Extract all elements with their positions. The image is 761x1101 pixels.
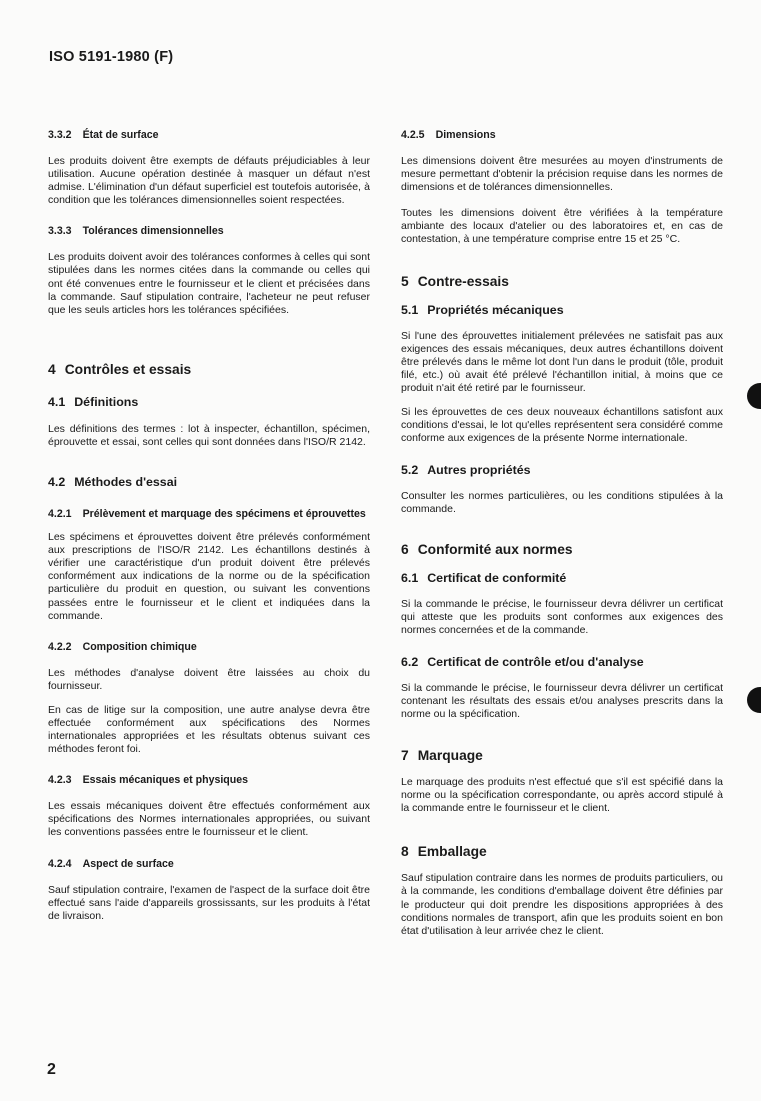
section-4-2-2-text-2: En cas de litige sur la composition, une autre analyse devra être effectuée conformément aux spécifications des Normes internationales appropriées et les résultats obtenus suivant ces méthodes feront foi. bbox=[48, 703, 370, 756]
section-6-2-text: Si la commande le précise, le fournisseur devra délivrer un certificat contenant les résultats des essais et/ou analyses prescrits dans la norme ou la spécification. bbox=[401, 681, 723, 720]
section-3-3-2-heading: 3.3.2 État de surface bbox=[48, 129, 159, 141]
section-4-2-heading: 4.2 Méthodes d'essai bbox=[48, 475, 178, 490]
section-4-2-1-heading: 4.2.1 Prélèvement et marquage des spécimens et éprouvettes bbox=[48, 508, 366, 521]
section-4-2-4-text: Sauf stipulation contraire, l'examen de l'aspect de la surface doit être effectué sans l'aide d'appareils grossissants, sur les produits à l'état de livraison. bbox=[48, 883, 370, 922]
section-4-2-2-heading: 4.2.2 Composition chimique bbox=[48, 640, 197, 653]
section-6-1-heading: 6.1 Certificat de conformité bbox=[401, 570, 567, 585]
section-4-1-text: Les définitions des termes : lot à inspecter, échantillon, spécimen, éprouvette et essai, sont celles qui sont données dans l'ISO/R 2142. bbox=[48, 422, 370, 448]
section-4-2-5-text-2: Toutes les dimensions doivent être vérifiées à la température ambiante des locaux d'atelier ou des laboratoires et, en cas de contestation, à une température comprise entre 15 et 25 °C. bbox=[401, 207, 723, 246]
section-5-heading: 5 Contre-essais bbox=[401, 273, 509, 289]
binding-hole-mark bbox=[747, 383, 761, 409]
section-4-heading: 4 Contrôles et essais bbox=[48, 361, 192, 377]
section-4-2-5-heading: 4.2.5 Dimensions bbox=[401, 129, 496, 141]
section-8-text: Sauf stipulation contraire dans les normes de produits particuliers, ou à la commande, les conditions d'emballage doivent être définies par le producteur qui doit prendre les dispositions appropriées à des conditions normales de transport, afin que les produits soient en bon état d'utilisation à leur arrivée chez le client. bbox=[401, 872, 723, 937]
section-3-3-3-text: Les produits doivent avoir des tolérances conformes à celles qui sont stipulées dans les normes citées dans la commande ou celles qui ont été convenues entre le fournisseur et le client et précisées dans la commande. Sauf stipulation contraire, l'acheteur ne peut refuser que les seuls articles hors les tolérances spécifiées. bbox=[48, 251, 370, 316]
page-number: 2 bbox=[47, 1061, 56, 1078]
section-4-2-3-heading: 4.2.3 Essais mécaniques et physiques bbox=[48, 774, 249, 787]
section-6-1-text: Si la commande le précise, le fournisseur devra délivrer un certificat qui atteste que les produits sont conformes aux exigences des normes concernées et de la commande. bbox=[401, 597, 723, 636]
section-5-2-heading: 5.2 Autres propriétés bbox=[401, 463, 531, 478]
section-8-heading: 8 Emballage bbox=[401, 844, 487, 860]
section-4-2-1-text: Les spécimens et éprouvettes doivent être prélevés conformément aux prescriptions de l'ISO/R 2142. Les échantillons destinés à vérifier une caractéristique d'un produit doivent être prélevés conformément aux indications de la norme ou de la spécification particulière du produit en question, ou suivant les conventions passées entre le fournisseur et le client et indiquées dans la commande. bbox=[48, 531, 370, 622]
section-3-3-3-heading: 3.3.3 Tolérances dimensionnelles bbox=[48, 225, 224, 238]
section-5-1-heading: 5.1 Propriétés mécaniques bbox=[401, 302, 564, 317]
section-4-2-5-text-1: Les dimensions doivent être mesurées au moyen d'instruments de mesure permettant d'obtenir la précision requise dans les normes de dimensions et de tolérances dimensionnelles. bbox=[401, 155, 723, 194]
section-5-1-text-2: Si les éprouvettes de ces deux nouveaux échantillons satisfont aux conditions d'essai, le lot qu'elles représentent sera considéré comme conforme aux exigences de la présente Norme internationale. bbox=[401, 406, 723, 445]
section-6-2-heading: 6.2 Certificat de contrôle et/ou d'analyse bbox=[401, 654, 644, 669]
left-column bbox=[48, 126, 370, 923]
section-5-2-text: Consulter les normes particulières, ou les conditions stipulées à la commande. bbox=[401, 490, 723, 516]
section-6-heading: 6 Conformité aux normes bbox=[401, 541, 573, 557]
right-column bbox=[401, 126, 723, 938]
section-4-1-heading: 4.1 Définitions bbox=[48, 394, 139, 409]
section-5-1-text-1: Si l'une des éprouvettes initialement prélevées ne satisfait pas aux exigences des essais mécaniques, deux autres échantillons doivent être prélevés dans le même lot dont l'un dans le produit (tôle, produit filé, etc.) où avait été prélevé l'échantillon initial, à moins que ce produit n'ait été retiré par le fournisseur. bbox=[401, 329, 723, 394]
binding-hole-mark bbox=[747, 687, 761, 713]
section-4-2-4-heading: 4.2.4 Aspect de surface bbox=[48, 857, 174, 870]
section-7-heading: 7 Marquage bbox=[401, 748, 483, 764]
section-3-3-2-text: Les produits doivent être exempts de défauts préjudiciables à leur utilisation. Aucune opération destinée à masquer un défaut n'est admise. L'élimination d'un défaut superficiel est toutefois autorisée, à condition que les tolérances dimensionnelles soient respectées. bbox=[48, 155, 370, 207]
section-4-2-2-text-1: Les méthodes d'analyse doivent être laissées au choix du fournisseur. bbox=[48, 666, 370, 692]
section-7-text: Le marquage des produits n'est effectué que s'il est spécifié dans la norme ou la spécification correspondante, ou après accord stipulé à la commande entre le fournisseur et le client. bbox=[401, 776, 723, 815]
section-4-2-3-text: Les essais mécaniques doivent être effectués conformément aux spécifications des Normes internationales appropriées, ou suivant les conventions passées entre le fournisseur et le client. bbox=[48, 800, 370, 839]
document-id: ISO 5191-1980 (F) bbox=[49, 49, 174, 65]
